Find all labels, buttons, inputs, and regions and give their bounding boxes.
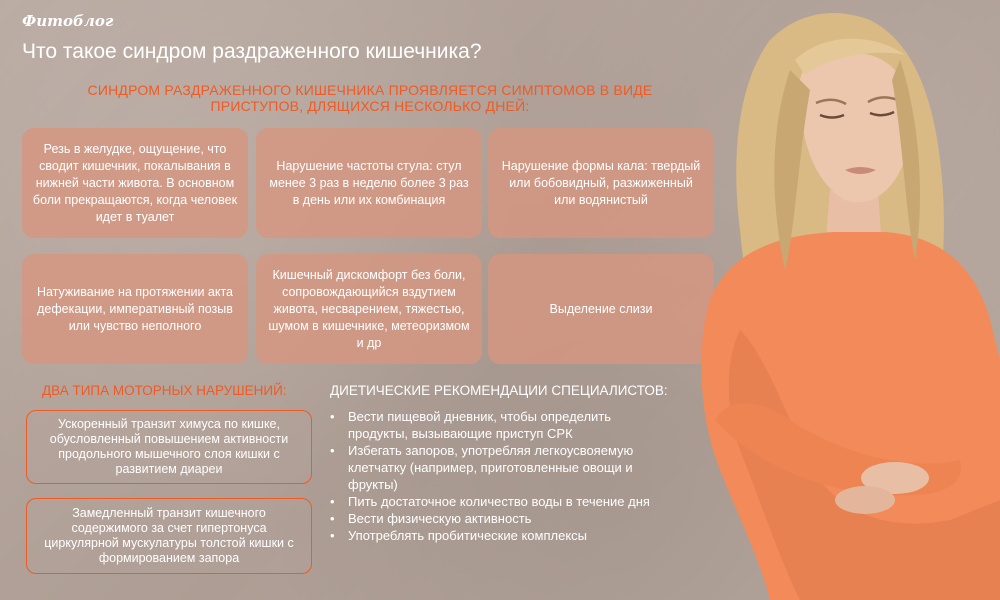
motor-box — [26, 410, 312, 484]
bullet-icon: • — [330, 409, 335, 424]
symptom-card — [22, 254, 248, 364]
diet-item-text: Вести пищевой дневник, чтобы определить продукты, вызывающие приступ СРК — [348, 409, 612, 441]
diet-item-text: Избегать запоров, употребляя легкоусвояемую клетчатку (например, приготовленные овощи и фрукты) — [348, 443, 634, 492]
diet-item — [330, 493, 660, 510]
bullet-icon: • — [330, 443, 335, 458]
diet-item — [330, 510, 660, 527]
symptom-text: Нарушение частоты стула: стул менее 3 раз в неделю более 3 раз в день или их комбинация — [269, 158, 469, 207]
diet-item — [330, 442, 660, 493]
symptom-text: Натуживание на протяжении акта дефекации, императивный позыв или чувство неполного — [36, 284, 234, 333]
motor-box — [26, 498, 312, 574]
diet-item-text: Употреблять пробитические комплексы — [348, 528, 588, 543]
bullet-icon: • — [330, 494, 335, 509]
symptom-text: Нарушение формы кала: твердый или бобовидный, разжиженный или водянистый — [501, 158, 701, 207]
diet-list — [330, 408, 660, 544]
bullet-icon: • — [330, 511, 335, 526]
symptom-card — [256, 254, 482, 364]
subtitle: СИНДРОМ РАЗДРАЖЕННОГО КИШЕЧНИКА ПРОЯВЛЯЕТСЯ СИМПТОМОВ В ВИДЕ ПРИСТУПОВ, ДЛЯЩИХСЯ НЕСКОЛЬКО ДНЕЙ: — [87, 82, 653, 114]
diet-heading: ДИЕТИЧЕСКИЕ РЕКОМЕНДАЦИИ СПЕЦИАЛИСТОВ: — [330, 383, 668, 398]
diet-item-text: Пить достаточное количество воды в течение дня — [348, 494, 650, 509]
bullet-icon: • — [330, 528, 335, 543]
hand — [835, 486, 895, 514]
symptom-card — [22, 128, 248, 238]
symptom-text: Кишечный дискомфорт без боли, сопровождающийся вздутием живота, несварением, тяжестью, шумом в кишечнике, метеоризмом и др — [268, 267, 470, 350]
symptom-text: Резь в желудке, ощущение, что сводит кишечник, покалывания в нижней части живота. В основном боли прекращаются, когда человек идет в туалет — [32, 141, 238, 224]
diet-item — [330, 527, 660, 544]
diet-item — [330, 408, 660, 442]
symptom-card — [256, 128, 482, 238]
motor-text: Ускоренный транзит химуса по кишке, обусловленный повышением активности продольного мышечного слоя кишки с развитием диареи — [49, 417, 289, 476]
page-title: Что такое синдром раздраженного кишечника? — [22, 40, 482, 63]
motor-heading: ДВА ТИПА МОТОРНЫХ НАРУШЕНИЙ: — [42, 383, 287, 398]
symptom-text: Выделение слизи — [549, 301, 653, 316]
motor-text: Замедленный транзит кишечного содержимого за счет гипертонуса циркулярной мускулатуры толстой кишки с формированием запора — [44, 506, 294, 565]
woman-photo — [620, 0, 1000, 600]
diet-item-text: Вести физическую активность — [348, 511, 532, 526]
brand-logo: Фитоблог — [22, 12, 114, 30]
